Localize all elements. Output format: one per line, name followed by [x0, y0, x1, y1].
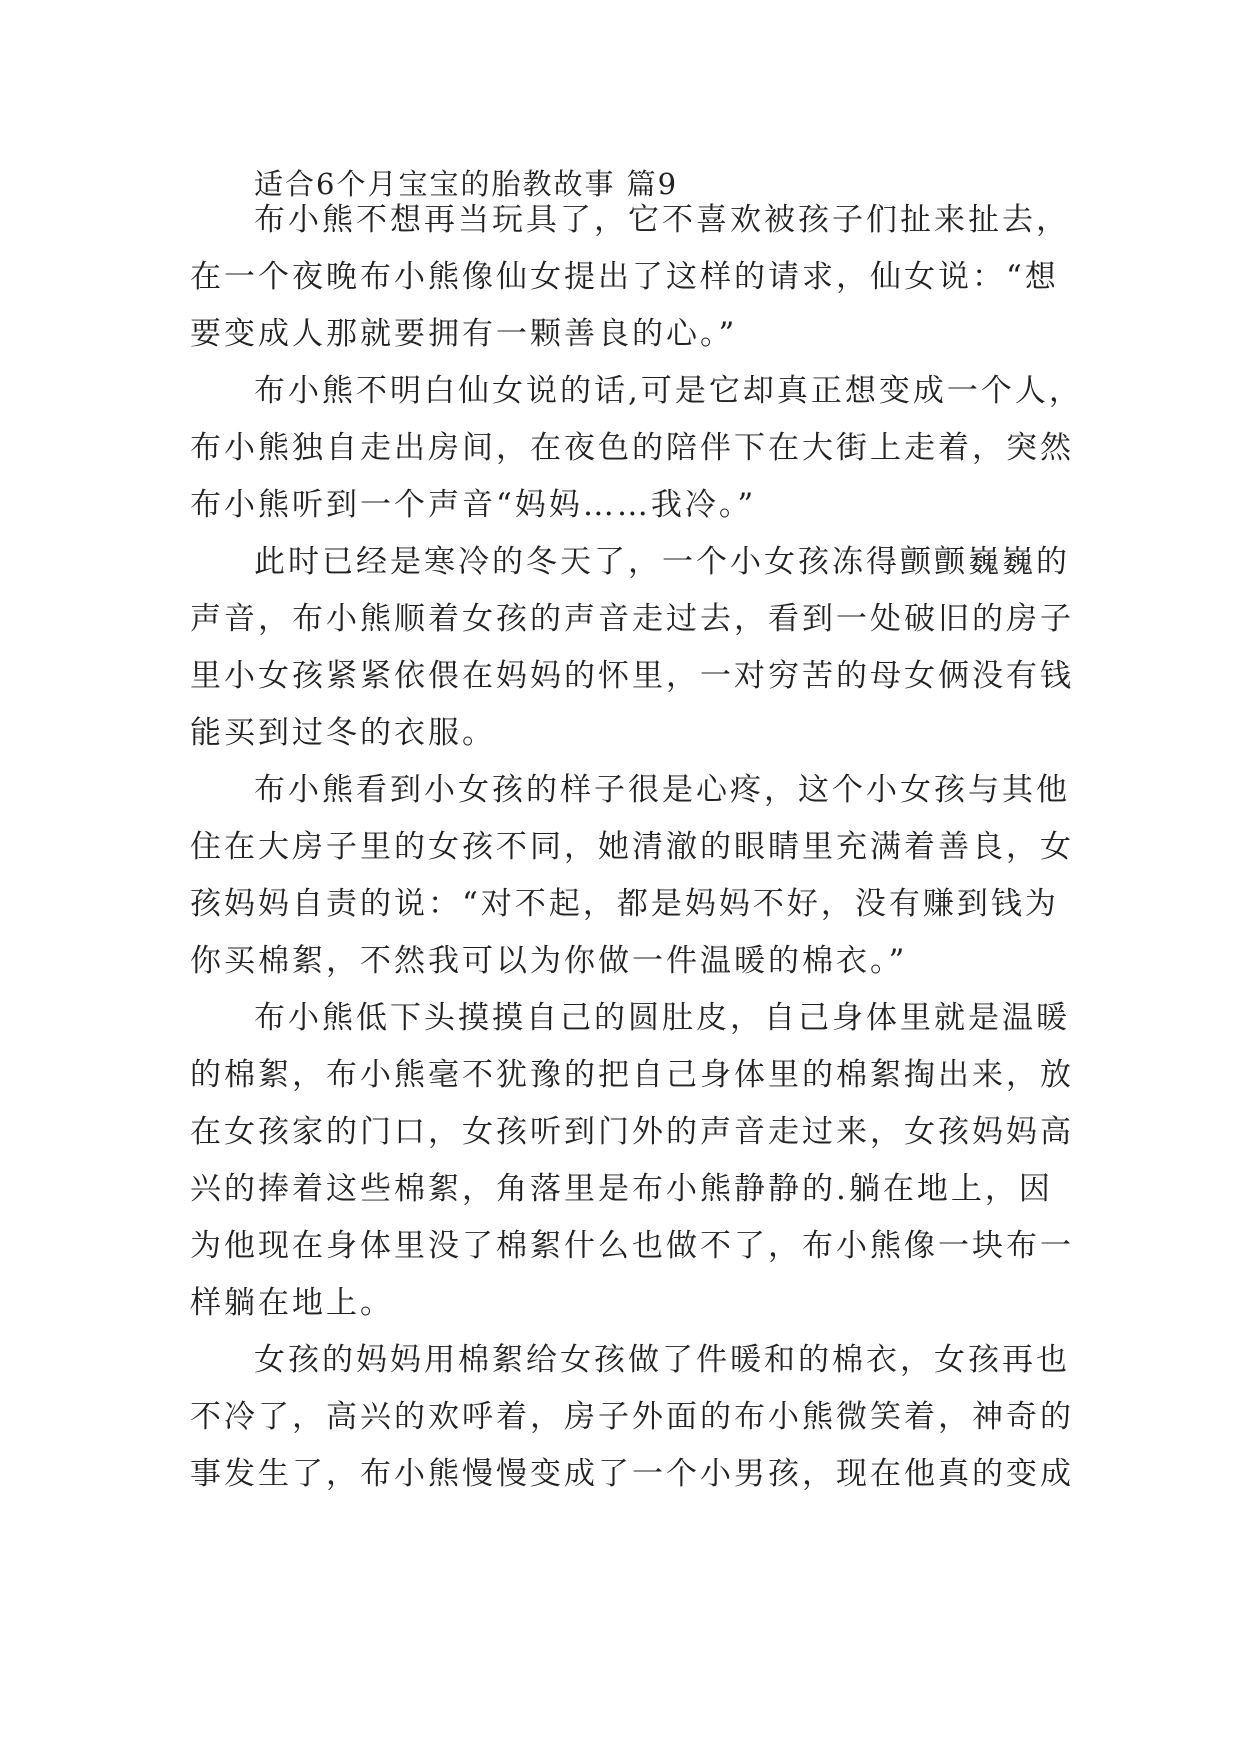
text-line: 兴的捧着这些棉絮，角落里是布小熊静静的.躺在地上，因	[190, 1171, 1053, 1207]
text-line: 住在大房子里的女孩不同，她清澈的眼睛里充满着善良，女	[190, 829, 1074, 865]
text-line: 为他现在身体里没了棉絮什么也做不了，布小熊像一块布一	[190, 1228, 1074, 1264]
text-line: 里小女孩紧紧依偎在妈妈的怀里，一对穷苦的母女俩没有钱	[190, 658, 1074, 694]
text-line: 此时已经是寒冷的冬天了，一个小女孩冻得颤颤巍巍的	[254, 544, 1070, 580]
story-body	[190, 192, 1083, 1503]
text-line: 布小熊不想再当玩具了，它不喜欢被孩子们扯来扯去，	[254, 202, 1070, 238]
text-line: 事发生了，布小熊慢慢变成了一个小男孩，现在他真的变成	[190, 1456, 1074, 1492]
text-line: 布小熊看到小女孩的样子很是心疼，这个小女孩与其他	[254, 772, 1070, 808]
text-line: 能买到过冬的衣服。	[190, 715, 496, 751]
text-line: 在女孩家的门口，女孩听到门外的声音走过来，女孩妈妈高	[190, 1114, 1074, 1150]
text-line: 的棉絮，布小熊毫不犹豫的把自己身体里的棉絮掏出来，放	[190, 1057, 1074, 1093]
text-line: 声音，布小熊顺着女孩的声音走过去，看到一处破旧的房子	[190, 601, 1074, 637]
text-line: 布小熊独自走出房间，在夜色的陪伴下在大街上走着，突然	[190, 430, 1074, 466]
text-line: 女孩的妈妈用棉絮给女孩做了件暖和的棉衣，女孩再也	[254, 1342, 1070, 1378]
text-line: 布小熊听到一个声音“妈妈……我冷。”	[190, 487, 757, 523]
text-line: 你买棉絮，不然我可以为你做一件温暖的棉衣。”	[190, 943, 908, 979]
page-title: 适合6个月宝宝的胎教故事 篇9	[254, 167, 679, 201]
text-line: 要变成人那就要拥有一颗善良的心。”	[190, 316, 738, 352]
text-line: 在一个夜晚布小熊像仙女提出了这样的请求，仙女说：“想	[190, 259, 1059, 295]
text-line: 样躺在地上。	[190, 1285, 394, 1321]
text-line: 布小熊不明白仙女说的话,可是它却真正想变成一个人，	[254, 373, 1083, 409]
text-line: 布小熊低下头摸摸自己的圆肚皮，自己身体里就是温暖	[254, 1000, 1070, 1036]
text-line: 不冷了，高兴的欢呼着，房子外面的布小熊微笑着，神奇的	[190, 1399, 1074, 1435]
text-line: 孩妈妈自责的说：“对不起，都是妈妈不好，没有赚到钱为	[190, 886, 1059, 922]
